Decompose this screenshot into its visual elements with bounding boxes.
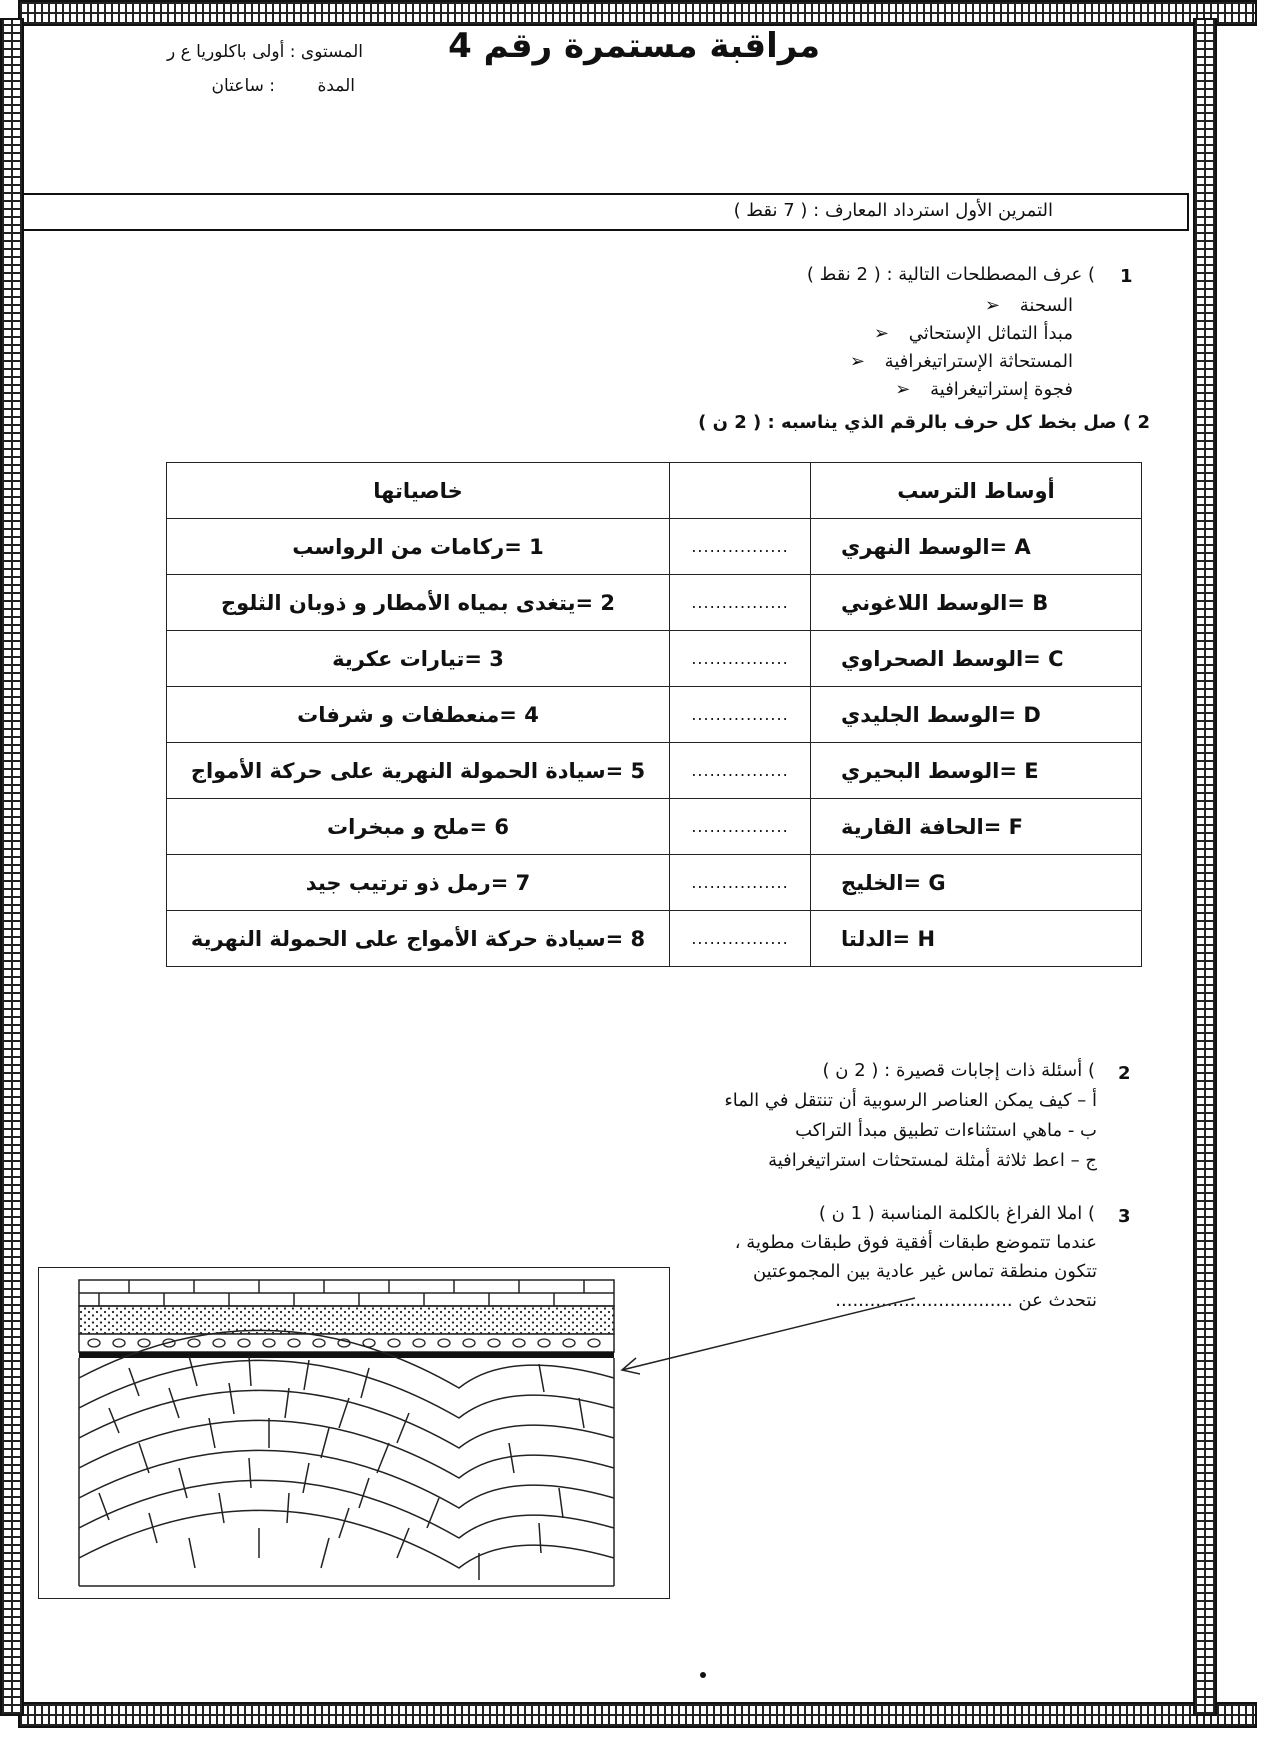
answer-dots[interactable]: ................: [670, 687, 811, 743]
q1-term-2: [874, 323, 1073, 344]
q1-text: ) عرف المصطلحات التالية : ( 2 نقط ): [806, 264, 1095, 285]
answer-dots[interactable]: ................: [670, 743, 811, 799]
env-cell: D =الوسط الجليدي: [811, 687, 1142, 743]
level-label: المستوى : أولى باكلوريا ع ر: [166, 42, 363, 62]
arrow-bullet-icon: ➢: [849, 351, 865, 372]
arrow-bullet-icon: ➢: [873, 323, 889, 344]
term-text: فجوة إستراتيغرافية: [930, 379, 1073, 400]
q3-item-b: ب - ماهي استثناءات تطبيق مبدأ التراكب: [795, 1120, 1097, 1141]
duration-label: المدة: [317, 76, 355, 96]
q1-term-4: [895, 379, 1073, 400]
q4-line-3[interactable]: نتحدث عن ...............................: [835, 1290, 1097, 1311]
q3-item-a: أ – كيف يمكن العناصر الرسوبية أن تنتقل في الماء: [724, 1090, 1097, 1111]
header-properties: خاصياتها: [167, 463, 670, 519]
term-text: المستحاثة الإستراتيغرافية: [884, 351, 1073, 372]
answer-dots[interactable]: ................: [670, 575, 811, 631]
env-cell: F =الحافة القارية: [811, 799, 1142, 855]
answer-dots[interactable]: ................: [670, 799, 811, 855]
pointer-arrow-icon: [600, 1290, 920, 1390]
table-header-row: [167, 463, 1142, 519]
exercise-title: التمرين الأول استرداد المعارف : ( 7 نقط ): [733, 200, 1053, 221]
prop-cell: 3 =تيارات عكرية: [167, 631, 670, 687]
q1-term-3: [850, 351, 1073, 372]
answer-dots[interactable]: ................: [670, 855, 811, 911]
arrow-bullet-icon: ➢: [984, 295, 1001, 316]
q1-term-1: [985, 295, 1073, 316]
q4-number: 3: [1118, 1206, 1131, 1227]
q4-line-2: تتكون منطقة تماس غير عادية بين المجموعتين: [752, 1261, 1097, 1282]
q2-text: 2 ) صل بخط كل حرف بالرقم الذي يناسبه : ( 2 ن ): [698, 412, 1150, 433]
arrow-bullet-icon: ➢: [895, 379, 911, 400]
table-row: [167, 575, 1142, 631]
decorative-border-right: [1193, 18, 1217, 1716]
table-row: [167, 799, 1142, 855]
q3-text: ) أسئلة ذات إجابات قصيرة : ( 2 ن ): [822, 1060, 1095, 1081]
matching-table: [166, 462, 1142, 967]
q3-number: 2: [1118, 1063, 1131, 1084]
prop-cell: 7 =رمل ذو ترتيب جيد: [167, 855, 670, 911]
decorative-border-left: [0, 18, 24, 1716]
table-row: [167, 743, 1142, 799]
env-cell: G =الخليج: [811, 855, 1142, 911]
geology-figure-frame: [38, 1267, 670, 1599]
prop-cell: 4 =منعطفات و شرفات: [167, 687, 670, 743]
prop-cell: 2 =يتغدى بمياه الأمطار و ذوبان الثلوج: [167, 575, 670, 631]
table-row: [167, 855, 1142, 911]
stray-dot: [700, 1672, 706, 1678]
table-row: [167, 519, 1142, 575]
prop-cell: 8 =سيادة حركة الأمواج على الحمولة النهرية: [167, 911, 670, 967]
unconformity-diagram: [39, 1268, 669, 1598]
decorative-border-top: [18, 0, 1257, 26]
answer-dots[interactable]: ................: [670, 519, 811, 575]
env-cell: H =الدلتا: [811, 911, 1142, 967]
decorative-border-bottom: [18, 1702, 1257, 1728]
term-text: مبدأ التماثل الإستحاثي: [908, 323, 1073, 344]
table-row: [167, 911, 1142, 967]
q1-number: 1: [1120, 266, 1133, 287]
q4-text: ) املا الفراغ بالكلمة المناسبة ( 1 ن ): [818, 1203, 1095, 1224]
term-text: السحنة: [1019, 295, 1073, 316]
header-environments: أوساط الترسب: [811, 463, 1142, 519]
env-cell: B =الوسط اللاغوني: [811, 575, 1142, 631]
answer-dots[interactable]: ................: [670, 911, 811, 967]
answer-dots[interactable]: ................: [670, 631, 811, 687]
env-cell: C =الوسط الصحراوي: [811, 631, 1142, 687]
q4-line-1: عندما تتموضع طبقات أفقية فوق طبقات مطوية ،: [734, 1232, 1097, 1253]
q3-item-c: ج – اعط ثلاثة أمثلة لمستحثات استراتيغرافية: [768, 1150, 1097, 1171]
table-row: [167, 631, 1142, 687]
duration-value: : ساعتان: [211, 76, 275, 96]
table-row: [167, 687, 1142, 743]
prop-cell: 1 =ركامات من الرواسب: [167, 519, 670, 575]
header-empty: [670, 463, 811, 519]
env-cell: A =الوسط النهري: [811, 519, 1142, 575]
env-cell: E =الوسط البحيري: [811, 743, 1142, 799]
prop-cell: 5 =سيادة الحمولة النهرية على حركة الأمواج: [167, 743, 670, 799]
page-title: مراقبة مستمرة رقم 4: [448, 26, 820, 66]
prop-cell: 6 =ملح و مبخرات: [167, 799, 670, 855]
